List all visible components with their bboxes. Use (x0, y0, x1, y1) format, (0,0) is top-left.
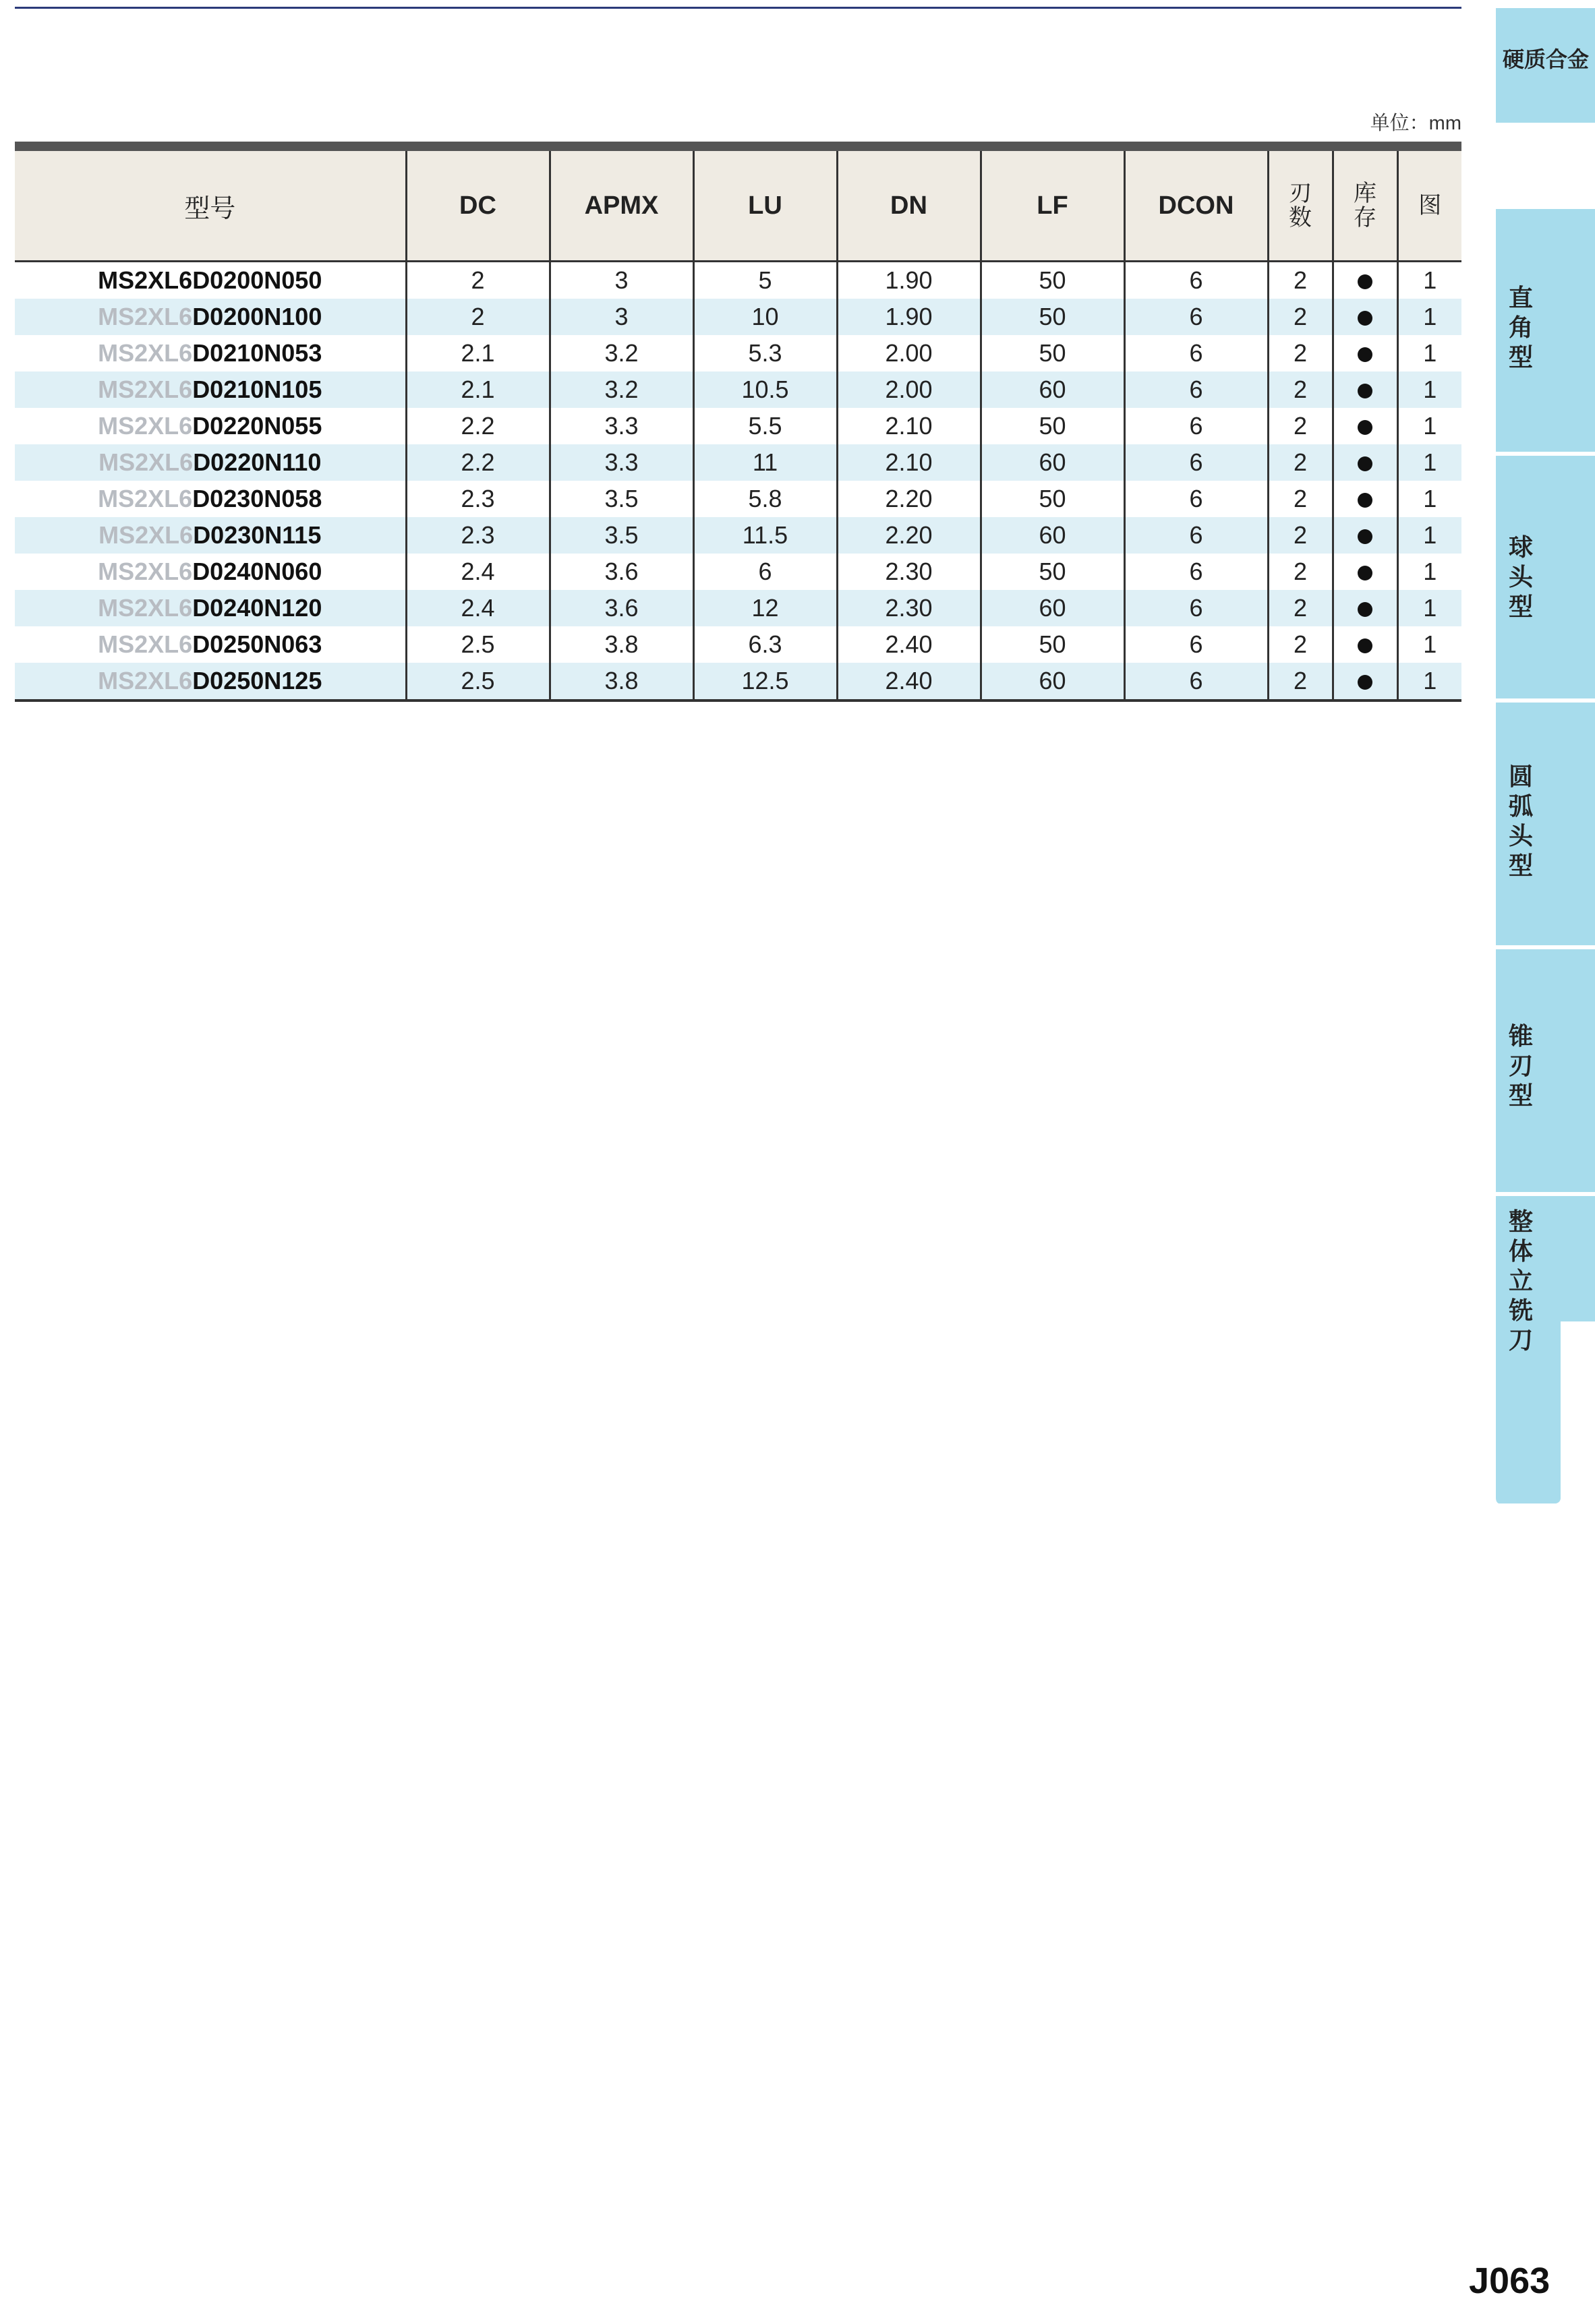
model-cell (15, 444, 406, 481)
model-cell (15, 408, 406, 444)
side-tab-label: 硬质合金 (1502, 47, 1589, 71)
table-row (15, 371, 1461, 408)
model-suffix: D0220N110 (193, 448, 322, 476)
model-cell (15, 554, 406, 590)
model-suffix: D0210N053 (192, 339, 322, 367)
stock-cell (1333, 517, 1397, 554)
apmx-cell: 3.2 (550, 371, 693, 408)
dn-cell: 2.40 (837, 663, 981, 701)
model-suffix: D0240N060 (192, 558, 322, 585)
dcon-cell: 6 (1124, 554, 1268, 590)
lf-cell: 60 (981, 444, 1124, 481)
dn-cell: 2.10 (837, 444, 981, 481)
fig-cell: 1 (1397, 481, 1461, 517)
header-dc: DC (406, 151, 550, 262)
fig-cell: 1 (1397, 554, 1461, 590)
stock-cell (1333, 590, 1397, 626)
header-dcon: DCON (1124, 151, 1268, 262)
dc-cell: 2.3 (406, 517, 550, 554)
dc-cell: 2 (406, 299, 550, 335)
model-prefix: MS2XL6 (98, 485, 193, 512)
header-flutes (1268, 151, 1333, 262)
apmx-cell: 3.8 (550, 663, 693, 701)
fig-cell: 1 (1397, 444, 1461, 481)
model-suffix: D0230N115 (193, 521, 322, 549)
header-lu: LU (693, 151, 837, 262)
header-row (15, 151, 1461, 262)
fig-cell: 1 (1397, 517, 1461, 554)
dn-cell: 2.30 (837, 590, 981, 626)
model-prefix: MS2XL6 (98, 376, 193, 403)
flutes-cell: 2 (1268, 626, 1333, 663)
fig-cell: 1 (1397, 663, 1461, 701)
model-cell (15, 335, 406, 371)
apmx-cell: 3.3 (550, 408, 693, 444)
apmx-cell: 3 (550, 262, 693, 299)
unit-label: 单位：mm (1370, 113, 1461, 134)
side-tab-label: 锥刃型 (1508, 1022, 1533, 1109)
lf-cell: 50 (981, 554, 1124, 590)
dcon-cell: 6 (1124, 408, 1268, 444)
header-dn: DN (837, 151, 981, 262)
fig-cell: 1 (1397, 408, 1461, 444)
dc-cell: 2.2 (406, 408, 550, 444)
table-row (15, 517, 1461, 554)
model-suffix: D0200N100 (192, 303, 322, 330)
model-cell (15, 663, 406, 701)
table-row (15, 335, 1461, 371)
dn-cell: 2.30 (837, 554, 981, 590)
lu-cell: 5 (693, 262, 837, 299)
model-suffix: D0240N120 (192, 594, 322, 622)
dcon-cell: 6 (1124, 262, 1268, 299)
model-prefix: MS2XL6 (98, 521, 194, 549)
dc-cell: 2.4 (406, 554, 550, 590)
flutes-cell: 2 (1268, 444, 1333, 481)
model-cell (15, 262, 406, 299)
dcon-cell: 6 (1124, 444, 1268, 481)
table-row (15, 444, 1461, 481)
lf-cell: 60 (981, 590, 1124, 626)
side-tab-label: 球头型 (1508, 533, 1533, 620)
dc-cell: 2.5 (406, 626, 550, 663)
stock-cell (1333, 444, 1397, 481)
lf-cell: 50 (981, 626, 1124, 663)
lf-cell: 60 (981, 663, 1124, 701)
lf-cell: 60 (981, 517, 1124, 554)
model-prefix: MS2XL6 (98, 412, 193, 440)
stock-cell (1333, 481, 1397, 517)
apmx-cell: 3 (550, 299, 693, 335)
dcon-cell: 6 (1124, 663, 1268, 701)
model-prefix: MS2XL6 (98, 266, 193, 294)
dcon-cell: 6 (1124, 335, 1268, 371)
fig-cell: 1 (1397, 626, 1461, 663)
stock-dot-icon (1358, 311, 1372, 326)
model-prefix: MS2XL6 (98, 339, 193, 367)
stock-cell (1333, 626, 1397, 663)
apmx-cell: 3.3 (550, 444, 693, 481)
side-tab-label: 直角型 (1508, 284, 1533, 371)
table-row (15, 663, 1461, 701)
flutes-cell: 2 (1268, 517, 1333, 554)
model-cell (15, 481, 406, 517)
dcon-cell: 6 (1124, 590, 1268, 626)
stock-dot-icon (1358, 493, 1372, 508)
model-cell (15, 517, 406, 554)
model-prefix: MS2XL6 (98, 448, 194, 476)
dc-cell: 2.3 (406, 481, 550, 517)
fig-cell: 1 (1397, 590, 1461, 626)
dcon-cell: 6 (1124, 371, 1268, 408)
model-suffix: D0220N055 (192, 412, 322, 440)
dcon-cell: 6 (1124, 481, 1268, 517)
stock-dot-icon (1358, 529, 1372, 544)
stock-cell (1333, 554, 1397, 590)
dc-cell: 2.2 (406, 444, 550, 481)
dc-cell: 2.1 (406, 371, 550, 408)
dcon-cell: 6 (1124, 517, 1268, 554)
dcon-cell: 6 (1124, 299, 1268, 335)
header-figure: 图 (1397, 151, 1461, 262)
dn-cell: 2.00 (837, 371, 981, 408)
lu-cell: 12.5 (693, 663, 837, 701)
flutes-cell: 2 (1268, 299, 1333, 335)
model-cell (15, 590, 406, 626)
stock-dot-icon (1358, 274, 1372, 289)
table-row (15, 481, 1461, 517)
lu-cell: 5.3 (693, 335, 837, 371)
dc-cell: 2.1 (406, 335, 550, 371)
model-prefix: MS2XL6 (98, 594, 193, 622)
model-suffix: D0250N125 (192, 667, 322, 694)
apmx-cell: 3.8 (550, 626, 693, 663)
dn-cell: 2.40 (837, 626, 981, 663)
header-flutes-text: 刃数 (1289, 181, 1312, 231)
stock-cell (1333, 663, 1397, 701)
fig-cell: 1 (1397, 335, 1461, 371)
spec-table (15, 151, 1461, 702)
stock-dot-icon (1358, 456, 1372, 471)
stock-dot-icon (1358, 384, 1372, 398)
model-cell (15, 626, 406, 663)
table-row (15, 262, 1461, 299)
header-stock (1333, 151, 1397, 262)
lf-cell: 50 (981, 262, 1124, 299)
spec-table-wrap (15, 142, 1461, 702)
stock-cell (1333, 262, 1397, 299)
lf-cell: 50 (981, 299, 1124, 335)
dn-cell: 2.00 (837, 335, 981, 371)
lu-cell: 10.5 (693, 371, 837, 408)
dc-cell: 2 (406, 262, 550, 299)
apmx-cell: 3.5 (550, 517, 693, 554)
header-stock-text: 库存 (1354, 181, 1376, 231)
stock-cell (1333, 408, 1397, 444)
page-number: J063 (1469, 2261, 1550, 2301)
table-row (15, 590, 1461, 626)
dn-cell: 2.20 (837, 517, 981, 554)
table-body (15, 262, 1461, 701)
stock-dot-icon (1358, 347, 1372, 362)
table-row (15, 299, 1461, 335)
lf-cell: 50 (981, 335, 1124, 371)
fig-cell: 1 (1397, 299, 1461, 335)
table-top-bar (15, 142, 1461, 151)
lf-cell: 50 (981, 481, 1124, 517)
lu-cell: 12 (693, 590, 837, 626)
stock-cell (1333, 371, 1397, 408)
stock-cell (1333, 299, 1397, 335)
lu-cell: 5.5 (693, 408, 837, 444)
header-model: 型号 (15, 151, 406, 262)
dn-cell: 1.90 (837, 262, 981, 299)
lu-cell: 11 (693, 444, 837, 481)
lf-cell: 60 (981, 371, 1124, 408)
model-prefix: MS2XL6 (98, 630, 193, 658)
model-prefix: MS2XL6 (98, 667, 193, 694)
flutes-cell: 2 (1268, 335, 1333, 371)
dn-cell: 1.90 (837, 299, 981, 335)
top-rule (15, 7, 1461, 9)
flutes-cell: 2 (1268, 408, 1333, 444)
table-row (15, 626, 1461, 663)
table-row (15, 554, 1461, 590)
side-tab-label: 整体立铣刀 (1508, 1208, 1533, 1354)
lu-cell: 10 (693, 299, 837, 335)
lu-cell: 6.3 (693, 626, 837, 663)
model-cell (15, 371, 406, 408)
stock-dot-icon (1358, 420, 1372, 435)
lu-cell: 6 (693, 554, 837, 590)
model-prefix: MS2XL6 (98, 303, 193, 330)
apmx-cell: 3.2 (550, 335, 693, 371)
dc-cell: 2.5 (406, 663, 550, 701)
flutes-cell: 2 (1268, 481, 1333, 517)
fig-cell: 1 (1397, 262, 1461, 299)
apmx-cell: 3.6 (550, 590, 693, 626)
flutes-cell: 2 (1268, 554, 1333, 590)
stock-dot-icon (1358, 675, 1372, 690)
lu-cell: 11.5 (693, 517, 837, 554)
model-suffix: D0200N050 (192, 266, 322, 294)
flutes-cell: 2 (1268, 663, 1333, 701)
dn-cell: 2.10 (837, 408, 981, 444)
dcon-cell: 6 (1124, 626, 1268, 663)
stock-cell (1333, 335, 1397, 371)
model-prefix: MS2XL6 (98, 558, 193, 585)
fig-cell: 1 (1397, 371, 1461, 408)
model-suffix: D0250N063 (192, 630, 322, 658)
header-apmx: APMX (550, 151, 693, 262)
dn-cell: 2.20 (837, 481, 981, 517)
flutes-cell: 2 (1268, 262, 1333, 299)
flutes-cell: 2 (1268, 371, 1333, 408)
model-suffix: D0230N058 (192, 485, 322, 512)
model-suffix: D0210N105 (192, 376, 322, 403)
stock-dot-icon (1358, 566, 1372, 580)
header-lf: LF (981, 151, 1124, 262)
stock-dot-icon (1358, 602, 1372, 617)
side-tab-label: 圆弧头型 (1508, 763, 1533, 879)
model-cell (15, 299, 406, 335)
flutes-cell: 2 (1268, 590, 1333, 626)
stock-dot-icon (1358, 638, 1372, 653)
lu-cell: 5.8 (693, 481, 837, 517)
apmx-cell: 3.5 (550, 481, 693, 517)
lf-cell: 50 (981, 408, 1124, 444)
table-row (15, 408, 1461, 444)
dc-cell: 2.4 (406, 590, 550, 626)
apmx-cell: 3.6 (550, 554, 693, 590)
